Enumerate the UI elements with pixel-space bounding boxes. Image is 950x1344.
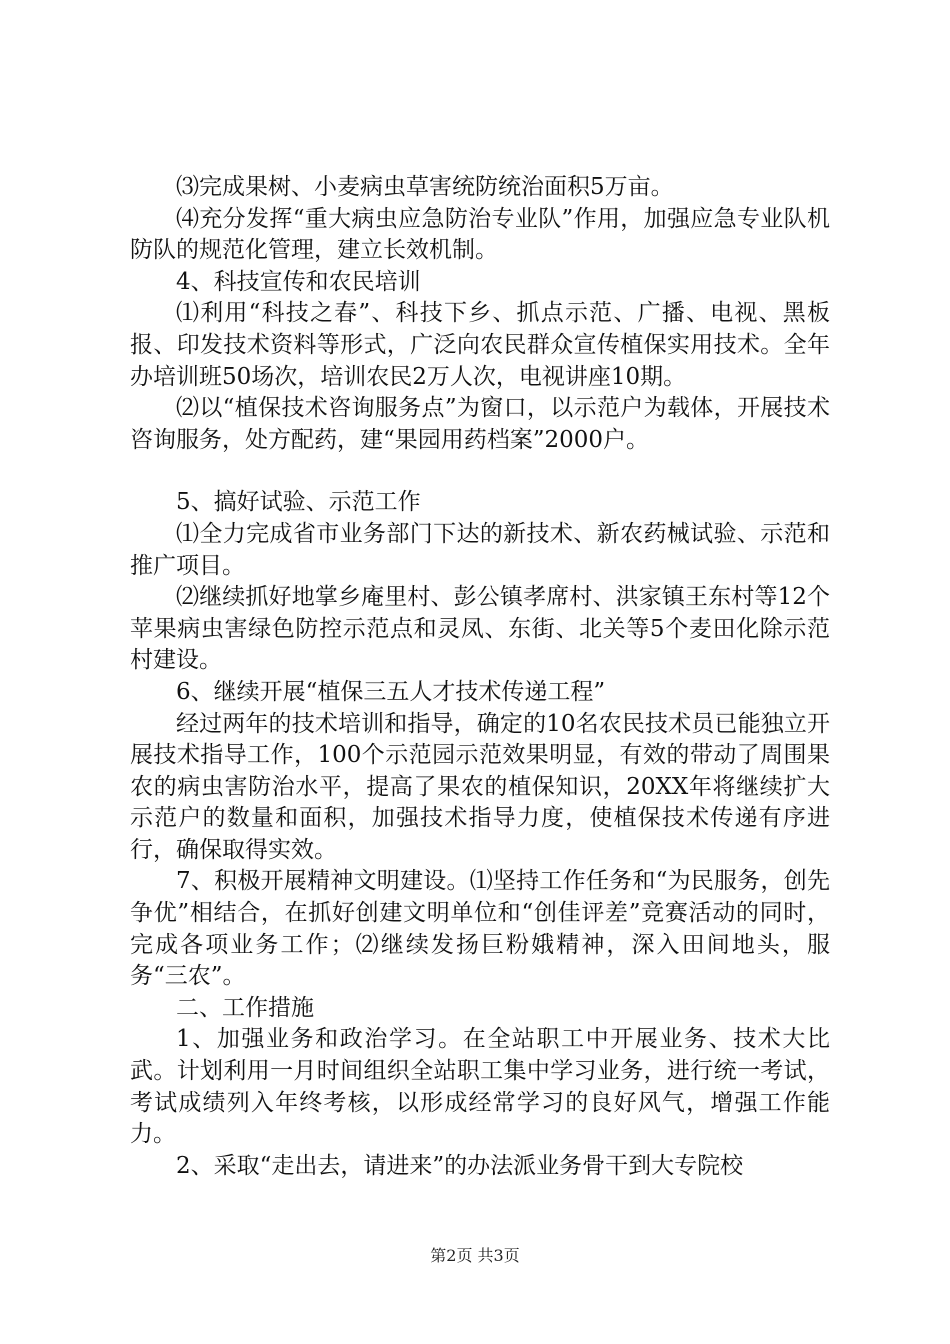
page-number: 第2页 共3页	[430, 1246, 520, 1265]
paragraph-emergency-team: ⑷充分发挥“重大病虫应急防治专业队”作用，加强应急专业队机防队的规范化管理，建立长效机制。	[130, 205, 830, 264]
heading-work-measures: 二、工作措施	[176, 994, 314, 1021]
heading-talent-project: 6、继续开展“植保三五人才技术传递工程”	[176, 678, 606, 705]
paragraph-study: 1、加强业务和政治学习。在全站职工中开展业务、技术大比武。计划利用一月时间组织全站职工集中学习业务，进行统一考试，考试成绩列入年终考核，以形成经常学习的良好风气，增强工作能力。	[130, 1026, 830, 1148]
paragraph-tech-spring: ⑴利用“科技之春”、科技下乡、抓点示范、广播、电视、黑板报、印发技术资料等形式，广泛向农民群众宣传植保实用技术。全年办培训班50场次，培训农民2万人次，电视讲座10期。	[130, 300, 830, 390]
paragraph-training-results: 经过两年的技术培训和指导，确定的10名农民技术员已能独立开展技术指导工作，100个示范园示范效果明显，有效的带动了周围果农的病虫害防治水平，提高了果农的植保知识，20XX年将继续扩大示范户的数量和面积，加强技术指导力度，使植保技术传递有序进行，确保取得实效。	[130, 710, 830, 863]
heading-experiments: 5、搞好试验、示范工作	[176, 489, 421, 516]
paragraph-gap	[130, 456, 830, 487]
document-body	[130, 172, 830, 1182]
heading-tech-promotion: 4、科技宣传和农民培训	[176, 268, 421, 295]
paragraph-consulting-point: ⑵以“植保技术咨询服务点”为窗口，以示范户为载体，开展技术咨询服务，处方配药，建“果园用药档案”2000户。	[130, 395, 830, 453]
paragraph-go-out: 2、采取“走出去，请进来”的办法派业务骨干到大专院校	[176, 1152, 744, 1179]
paragraph-new-tech-trials: ⑴全力完成省市业务部门下达的新技术、新农药械试验、示范和推广项目。	[130, 520, 830, 579]
paragraph-civilization: 7、积极开展精神文明建设。⑴坚持工作任务和“为民服务，创先争优”相结合，在抓好创建文明单位和“创佳评差”竞赛活动的同时，完成各项业务工作；⑵继续发扬巨粉娥精神，深入田间地头，服务“三农”。	[130, 868, 830, 990]
paragraph-demo-points: ⑵继续抓好地掌乡庵里村、彭公镇孝席村、洪家镇王东村等12个苹果病虫害绿色防控示范点和灵凤、东街、北关等5个麦田化除示范村建设。	[130, 584, 830, 674]
paragraph-control-area: ⑶完成果树、小麦病虫草害统防统治面积5万亩。	[176, 174, 674, 200]
